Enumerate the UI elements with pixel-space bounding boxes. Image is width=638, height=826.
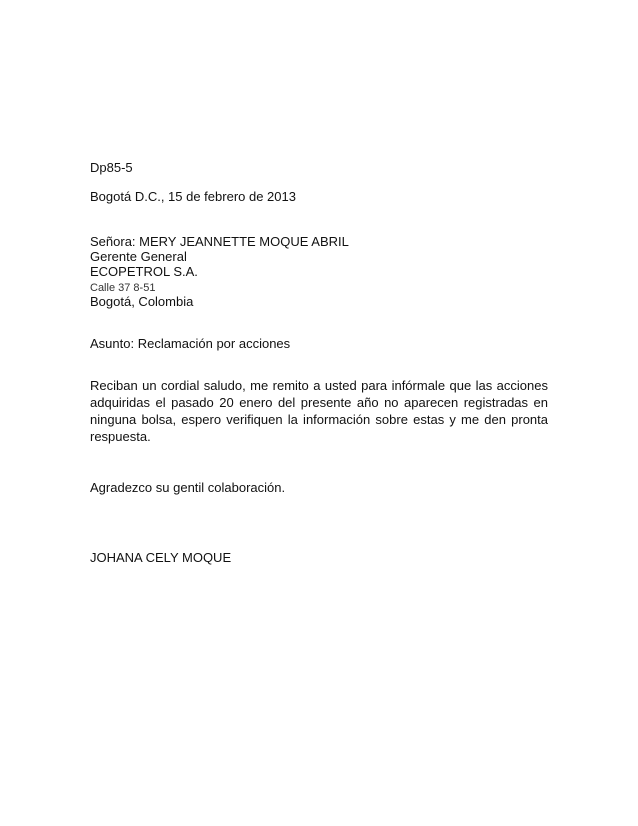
recipient-city: Bogotá, Colombia: [90, 294, 194, 309]
letter-subject: Asunto: Reclamación por acciones: [90, 336, 291, 351]
letter-closing: Agradezco su gentil colaboración.: [90, 480, 286, 495]
place-date: Bogotá D.C., 15 de febrero de 2013: [90, 189, 296, 204]
letter-body: Reciban un cordial saludo, me remito a usted para infórmale que las acciones adquiridas el pasado 20 enero del presente año no aparecen registradas en ninguna bolsa, espero verifiquen la información sobre estas y me den pronta respuesta.: [90, 378, 548, 444]
signature-name: JOHANA CELY MOQUE: [90, 550, 232, 565]
reference-code: Dp85-5: [90, 160, 133, 175]
recipient-address: Calle 37 8-51: [90, 282, 156, 294]
recipient-company: ECOPETROL S.A.: [90, 264, 198, 279]
recipient-position: Gerente General: [90, 249, 187, 264]
recipient-name: Señora: MERY JEANNETTE MOQUE ABRIL: [90, 234, 349, 249]
